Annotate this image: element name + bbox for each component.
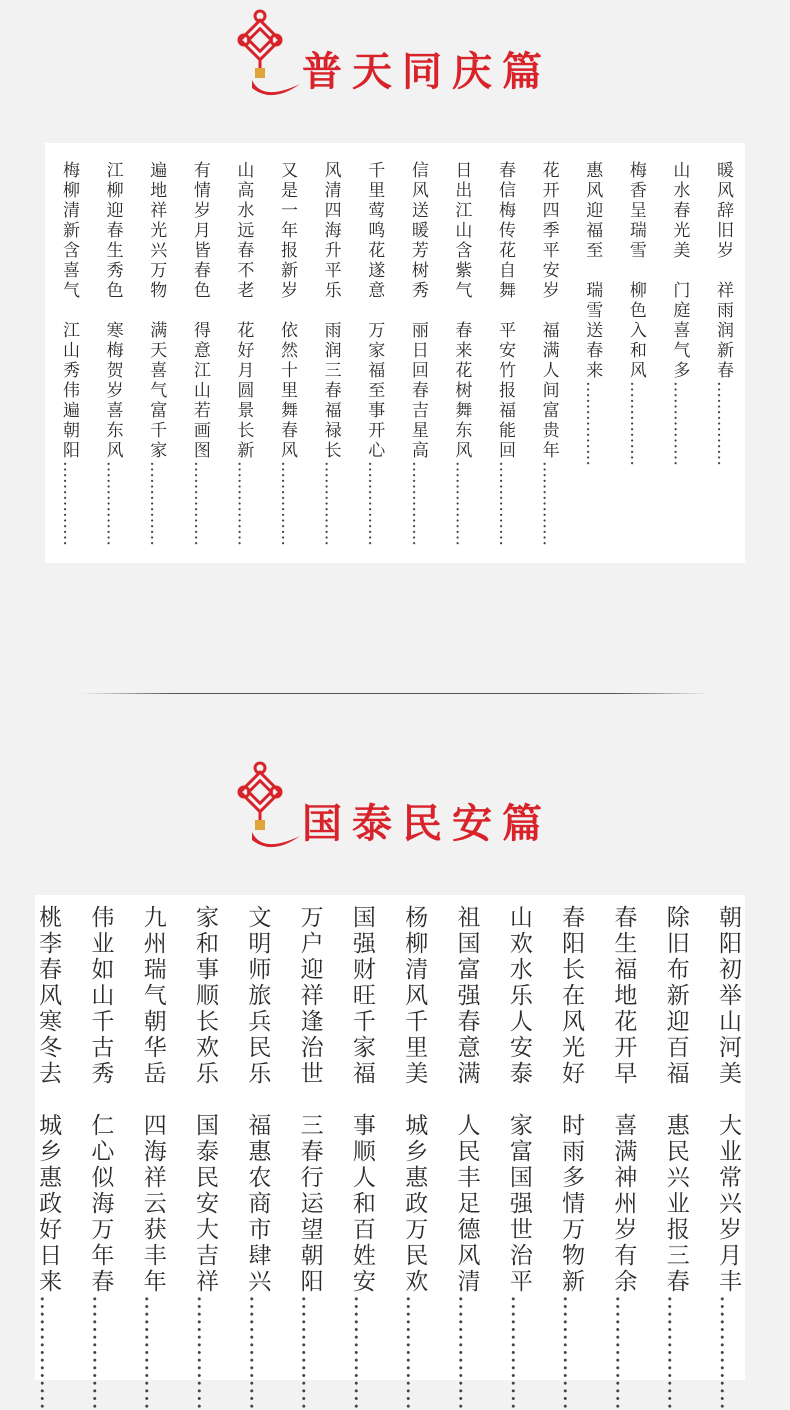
dotted-leader: …………… [453, 1295, 480, 1410]
couplet-second-line: 时雨多情万物新 [558, 1113, 585, 1295]
dotted-leader: …………… [407, 461, 428, 546]
couplet-first-line: 梅柳清新含喜气 [59, 161, 79, 301]
dotted-leader: …………… [558, 1295, 585, 1410]
couplet-column [626, 161, 646, 466]
couplet-second-line: 花好月圆景长新 [233, 321, 254, 461]
dotted-leader: …………… [233, 461, 254, 546]
dotted-leader: …………… [277, 461, 297, 546]
dotted-leader: …………… [669, 381, 690, 466]
couplet-column [539, 161, 559, 546]
dotted-leader: …………… [662, 1295, 689, 1410]
dotted-leader: …………… [189, 461, 210, 546]
couplet-first-line: 九州瑞气朝华岳 [139, 905, 166, 1087]
couplet-column [506, 905, 532, 1410]
couplet-second-line: 满天喜气富千家 [146, 321, 167, 461]
couplet-column [349, 905, 375, 1410]
couplet-first-line: 山高水远春不老 [233, 161, 254, 301]
dotted-leader: …………… [610, 1295, 637, 1410]
couplet-column [146, 161, 166, 546]
couplet-first-line: 国强财旺千家福 [348, 905, 375, 1087]
couplet-first-line: 春信梅传花自舞 [495, 161, 515, 301]
couplet-second-line: 得意江山若画图 [189, 321, 210, 461]
section1-header [0, 20, 790, 100]
dotted-leader: …………… [713, 381, 733, 466]
section-title: 普天同庆篇 [302, 48, 552, 95]
couplet-column [277, 161, 297, 546]
chinese-knot-icon [222, 758, 302, 858]
couplet-second-line: 雨润三春福禄长 [320, 321, 341, 461]
couplet-second-line: 依然十里舞春风 [277, 321, 297, 461]
couplet-column [59, 161, 79, 546]
dotted-leader: …………… [244, 1295, 271, 1410]
dotted-leader: …………… [364, 461, 385, 546]
dotted-leader: …………… [59, 461, 79, 546]
dotted-leader: …………… [505, 1295, 532, 1410]
couplet-column [495, 161, 515, 546]
couplet-first-line: 山水春光美 [669, 161, 690, 261]
couplet-first-line: 山欢水乐人安泰 [505, 905, 532, 1087]
couplet-second-line: 春来花树舞东风 [451, 321, 472, 461]
couplet-first-line: 桃李春风寒冬去 [35, 905, 62, 1087]
couplet-first-line: 千里莺鸣花遂意 [364, 161, 385, 301]
dotted-leader: …………… [538, 461, 559, 546]
couplet-first-line: 日出江山含紫气 [451, 161, 472, 301]
couplet-second-line: 仁心似海万年春 [87, 1113, 114, 1295]
couplet-second-line: 国泰民安大吉祥 [192, 1113, 218, 1295]
couplet-first-line: 梅香呈瑞雪 [625, 161, 646, 261]
couplet-column [401, 905, 427, 1410]
couplet-second-line: 喜满神州岁有余 [610, 1113, 637, 1295]
dotted-leader: …………… [146, 461, 167, 546]
couplet-column [233, 161, 253, 546]
couplet-column [35, 905, 61, 1410]
couplet-first-line: 万户迎祥逢治世 [296, 905, 323, 1087]
section2-header [0, 772, 790, 852]
couplet-column [364, 161, 384, 546]
couplet-second-line: 万家福至事开心 [364, 321, 385, 461]
couplet-first-line: 有情岁月皆春色 [189, 161, 210, 301]
couplet-column [140, 905, 166, 1410]
dotted-leader: …………… [192, 1295, 218, 1410]
couplet-panel-2 [35, 895, 745, 1410]
couplet-first-line: 遍地祥光兴万物 [146, 161, 167, 301]
dotted-leader: …………… [139, 1295, 166, 1410]
couplet-second-line: 丽日回春吉星高 [407, 321, 428, 461]
couplet-first-line: 除旧布新迎百福 [662, 905, 689, 1087]
section-title: 国泰民安篇 [302, 800, 552, 847]
couplet-first-line: 暖风辞旧岁 [713, 161, 733, 261]
couplet-first-line: 祖国富强春意满 [453, 905, 480, 1087]
couplet-column [192, 905, 218, 1410]
couplet-second-line: 惠民兴业报三春 [662, 1113, 689, 1295]
dotted-leader: …………… [35, 1295, 62, 1410]
couplet-column [190, 161, 210, 546]
couplet-second-line: 事顺人和百姓安 [348, 1113, 375, 1295]
dotted-leader: …………… [582, 381, 603, 466]
couplet-second-line: 福满人间富贵年 [538, 321, 559, 461]
couplet-second-line: 江山秀伟遍朝阳 [59, 321, 79, 461]
couplet-second-line: 大业常兴岁月丰 [715, 1113, 741, 1295]
couplet-column [669, 161, 689, 466]
couplet-column [321, 161, 341, 546]
dotted-leader: …………… [296, 1295, 323, 1410]
couplet-first-line: 杨柳清风千里美 [401, 905, 428, 1087]
couplet-column [558, 905, 584, 1410]
couplet-second-line: 门庭喜气多 [669, 281, 690, 381]
dotted-leader: …………… [451, 461, 472, 546]
couplet-column [715, 905, 741, 1410]
couplet-second-line: 瑞雪送春来 [582, 281, 603, 381]
couplet-column [663, 905, 689, 1410]
couplet-column [244, 905, 270, 1410]
couplet-first-line: 文明师旅兵民乐 [244, 905, 271, 1087]
couplet-column [582, 161, 602, 466]
couplet-first-line: 花开四季平安岁 [538, 161, 559, 301]
couplet-second-line: 四海祥云获丰年 [139, 1113, 166, 1295]
couplet-second-line: 城乡惠政好日来 [35, 1113, 62, 1295]
couplet-column [87, 905, 113, 1410]
couplet-column [297, 905, 323, 1410]
couplet-column [451, 161, 471, 546]
couplet-first-line: 信风送暖芳树秀 [407, 161, 428, 301]
dotted-leader: …………… [715, 1295, 741, 1410]
chinese-knot-icon [222, 6, 302, 106]
couplet-first-line: 又是一年报新岁 [277, 161, 297, 301]
couplet-first-line: 朝阳初举山河美 [715, 905, 741, 1087]
couplet-second-line: 城乡惠政万民欢 [401, 1113, 428, 1295]
divider [80, 693, 710, 694]
couplet-second-line: 柳色入和风 [625, 281, 646, 381]
dotted-leader: …………… [102, 461, 123, 546]
couplet-second-line: 寒梅贺岁喜东风 [102, 321, 123, 461]
couplet-first-line: 伟业如山千古秀 [87, 905, 114, 1087]
couplet-column [103, 161, 123, 546]
couplet-first-line: 江柳迎春生秀色 [102, 161, 123, 301]
couplet-column [408, 161, 428, 546]
couplet-second-line: 人民丰足德风清 [453, 1113, 480, 1295]
dotted-leader: …………… [401, 1295, 428, 1410]
couplet-column [454, 905, 480, 1410]
couplet-second-line: 三春行运望朝阳 [296, 1113, 323, 1295]
couplet-column [610, 905, 636, 1410]
dotted-leader: …………… [495, 461, 515, 546]
dotted-leader: …………… [625, 381, 646, 466]
couplet-first-line: 风清四海升平乐 [320, 161, 341, 301]
couplet-second-line: 福惠农商市肆兴 [244, 1113, 271, 1295]
couplet-second-line: 家富国强世治平 [505, 1113, 532, 1295]
dotted-leader: …………… [348, 1295, 375, 1410]
couplet-first-line: 春生福地花开早 [610, 905, 637, 1087]
couplet-panel-1 [45, 143, 745, 563]
couplet-first-line: 家和事顺长欢乐 [192, 905, 218, 1087]
dotted-leader: …………… [320, 461, 341, 546]
couplet-second-line: 平安竹报福能回 [495, 321, 515, 461]
couplet-first-line: 惠风迎福至 [582, 161, 603, 261]
couplet-second-line: 祥雨润新春 [713, 281, 733, 381]
dotted-leader: …………… [87, 1295, 114, 1410]
couplet-first-line: 春阳长在风光好 [558, 905, 585, 1087]
couplet-column [713, 161, 733, 466]
